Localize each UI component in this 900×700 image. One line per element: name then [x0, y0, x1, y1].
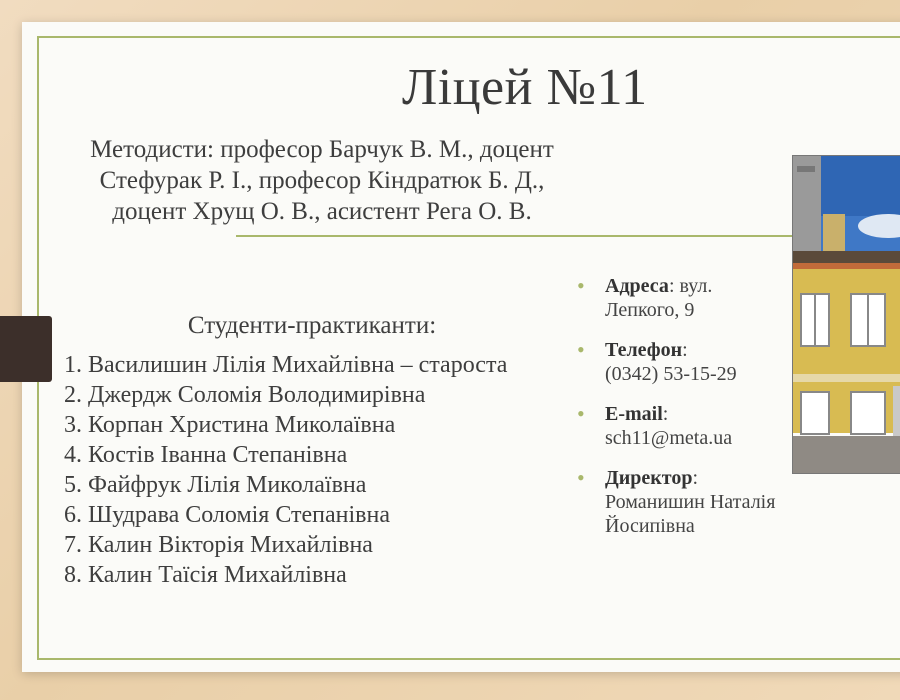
email-item	[577, 402, 787, 450]
list-item: 1. Василишин Лілія Михайлівна – староста	[64, 352, 508, 378]
email-label: E-mail	[605, 403, 663, 425]
director-colon: :	[692, 467, 699, 489]
school-building-photo	[792, 155, 900, 474]
list-item: 6. Шудрава Соломія Степанівна	[64, 502, 391, 528]
bullet-icon: •	[577, 401, 585, 426]
bullet-icon: •	[577, 465, 585, 490]
phone-label: Телефон	[605, 339, 683, 361]
page-title: Ліцей №11	[402, 59, 648, 116]
director-label: Директор	[605, 467, 693, 489]
bullet-icon: •	[577, 273, 585, 298]
email-colon: :	[662, 403, 669, 425]
list-item: 8. Калин Таїсія Михайлівна	[64, 562, 347, 588]
address-item	[577, 274, 787, 322]
address-value: : вул. Лепкого, 9	[605, 275, 713, 321]
list-item: 3. Корпан Христина Миколаївна	[64, 412, 396, 438]
list-item: 7. Калин Вікторія Михайлівна	[64, 532, 373, 558]
phone-number: (0342) 53-15-29	[605, 363, 737, 385]
students-heading: Студенти-практиканти:	[187, 312, 437, 339]
list-item: 5. Файфрук Лілія Миколаївна	[64, 472, 367, 498]
divider-line	[236, 235, 816, 237]
address-label: Адреса	[605, 275, 669, 297]
director-name: Романишин Наталія Йосипівна	[605, 491, 776, 537]
school-info	[577, 274, 787, 554]
students-list	[64, 350, 564, 590]
list-item: 4. Костів Іванна Степанівна	[64, 442, 348, 468]
director-item	[577, 466, 787, 538]
bullet-icon: •	[577, 337, 585, 362]
slide-tab	[0, 316, 52, 382]
phone-item	[577, 338, 787, 386]
list-item: 2. Джердж Соломія Володимирівна	[64, 382, 426, 408]
methodists-text: Методисти: професор Барчук В. М., доцент Стефурак Р. І., професор Кіндратюк Б. Д., доцент Хрущ О. В., асистент Рега О. В.	[90, 136, 554, 225]
email-address: sch11@meta.ua	[605, 427, 733, 449]
phone-colon: :	[682, 339, 688, 361]
slide	[22, 22, 900, 672]
